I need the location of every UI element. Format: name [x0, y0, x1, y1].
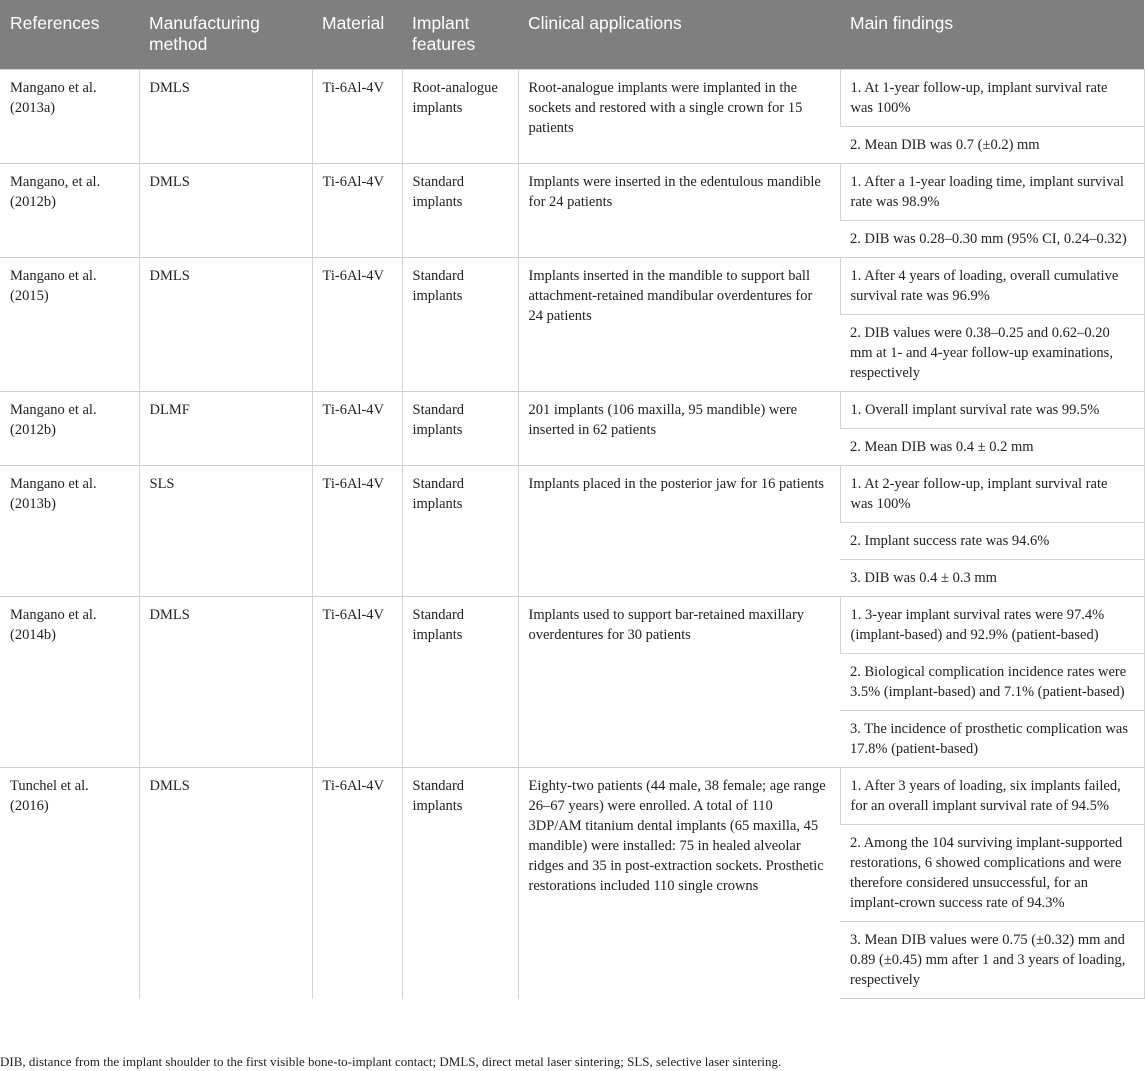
features-cell: Standard implants: [402, 466, 518, 597]
method-cell: DMLS: [139, 70, 312, 164]
finding-cell: 1. After 3 years of loading, six implants failed, for an overall implant survival rate of 94.5%: [840, 768, 1144, 825]
reference-cell: Mangano et al. (2015): [0, 258, 139, 392]
finding-cell: 2. Implant success rate was 94.6%: [840, 523, 1144, 560]
method-cell: DLMF: [139, 392, 312, 466]
reference-cell: Mangano et al. (2014b): [0, 597, 139, 768]
table-row: [0, 768, 1144, 825]
finding-cell: 1. At 1-year follow-up, implant survival rate was 100%: [840, 70, 1144, 127]
finding-cell: 2. Mean DIB was 0.4 ± 0.2 mm: [840, 429, 1144, 466]
reference-cell: Mangano et al. (2013b): [0, 466, 139, 597]
features-cell: Standard implants: [402, 597, 518, 768]
method-cell: DMLS: [139, 164, 312, 258]
method-cell: DMLS: [139, 258, 312, 392]
finding-cell: 1. At 2-year follow-up, implant survival rate was 100%: [840, 466, 1144, 523]
application-cell: Eighty-two patients (44 male, 38 female; age range 26–67 years) were enrolled. A total of 110 3DP/AM titanium dental implants (65 maxilla, 45 mandible) were installed: 75 in healed alveolar ridges and 35 in post-extraction sockets. Prosthetic restorations included 110 single crowns: [518, 768, 840, 999]
header-manufacturing-method: Manufacturing method: [139, 0, 312, 70]
application-cell: Implants used to support bar-retained maxillary overdentures for 30 patients: [518, 597, 840, 768]
table-row: [0, 392, 1144, 429]
header-references: References: [0, 0, 139, 70]
method-cell: SLS: [139, 466, 312, 597]
material-cell: Ti-6Al-4V: [312, 466, 402, 597]
table-header: [0, 0, 1144, 70]
header-material: Material: [312, 0, 402, 70]
header-main-findings: Main findings: [840, 0, 1144, 70]
application-cell: Implants placed in the posterior jaw for 16 patients: [518, 466, 840, 597]
reference-cell: Mangano, et al. (2012b): [0, 164, 139, 258]
application-cell: 201 implants (106 maxilla, 95 mandible) were inserted in 62 patients: [518, 392, 840, 466]
table-row: [0, 164, 1144, 221]
material-cell: Ti-6Al-4V: [312, 164, 402, 258]
finding-cell: 1. 3-year implant survival rates were 97.4% (implant-based) and 92.9% (patient-based): [840, 597, 1144, 654]
table-body: [0, 70, 1144, 999]
material-cell: Ti-6Al-4V: [312, 392, 402, 466]
reference-cell: Tunchel et al. (2016): [0, 768, 139, 999]
header-implant-features: Implant features: [402, 0, 518, 70]
finding-cell: 2. Mean DIB was 0.7 (±0.2) mm: [840, 127, 1144, 164]
material-cell: Ti-6Al-4V: [312, 768, 402, 999]
material-cell: Ti-6Al-4V: [312, 597, 402, 768]
finding-cell: 3. DIB was 0.4 ± 0.3 mm: [840, 560, 1144, 597]
application-cell: Implants were inserted in the edentulous mandible for 24 patients: [518, 164, 840, 258]
material-cell: Ti-6Al-4V: [312, 70, 402, 164]
table-row: [0, 597, 1144, 654]
features-cell: Standard implants: [402, 392, 518, 466]
finding-cell: 2. Among the 104 surviving implant-supported restorations, 6 showed complications and were therefore considered unsuccessful, for an implant-crown success rate of 94.3%: [840, 825, 1144, 922]
material-cell: Ti-6Al-4V: [312, 258, 402, 392]
method-cell: DMLS: [139, 768, 312, 999]
finding-cell: 1. Overall implant survival rate was 99.5%: [840, 392, 1144, 429]
finding-cell: 2. Biological complication incidence rates were 3.5% (implant-based) and 7.1% (patient-based): [840, 654, 1144, 711]
table-row: [0, 258, 1144, 315]
features-cell: Standard implants: [402, 768, 518, 999]
finding-cell: 2. DIB was 0.28–0.30 mm (95% CI, 0.24–0.32): [840, 221, 1144, 258]
header-clinical-applications: Clinical applications: [518, 0, 840, 70]
application-cell: Root-analogue implants were implanted in the sockets and restored with a single crown for 15 patients: [518, 70, 840, 164]
method-cell: DMLS: [139, 597, 312, 768]
application-cell: Implants inserted in the mandible to support ball attachment-retained mandibular overdentures for 24 patients: [518, 258, 840, 392]
finding-cell: 1. After 4 years of loading, overall cumulative survival rate was 96.9%: [840, 258, 1144, 315]
header-row: [0, 0, 1144, 70]
table-footnote: DIB, distance from the implant shoulder to the first visible bone-to-implant contact; DMLS, direct metal laser sintering; SLS, selective laser sintering.: [0, 1054, 782, 1069]
features-cell: Standard implants: [402, 164, 518, 258]
finding-cell: 1. After a 1-year loading time, implant survival rate was 98.9%: [840, 164, 1144, 221]
reference-cell: Mangano et al. (2013a): [0, 70, 139, 164]
finding-cell: 2. DIB values were 0.38–0.25 and 0.62–0.20 mm at 1- and 4-year follow-up examinations, respectively: [840, 315, 1144, 392]
finding-cell: 3. The incidence of prosthetic complication was 17.8% (patient-based): [840, 711, 1144, 768]
features-cell: Standard implants: [402, 258, 518, 392]
table-row: [0, 70, 1144, 127]
features-cell: Root-analogue implants: [402, 70, 518, 164]
reference-cell: Mangano et al. (2012b): [0, 392, 139, 466]
finding-cell: 3. Mean DIB values were 0.75 (±0.32) mm and 0.89 (±0.45) mm after 1 and 3 years of loading, respectively: [840, 922, 1144, 999]
table-row: [0, 466, 1144, 523]
